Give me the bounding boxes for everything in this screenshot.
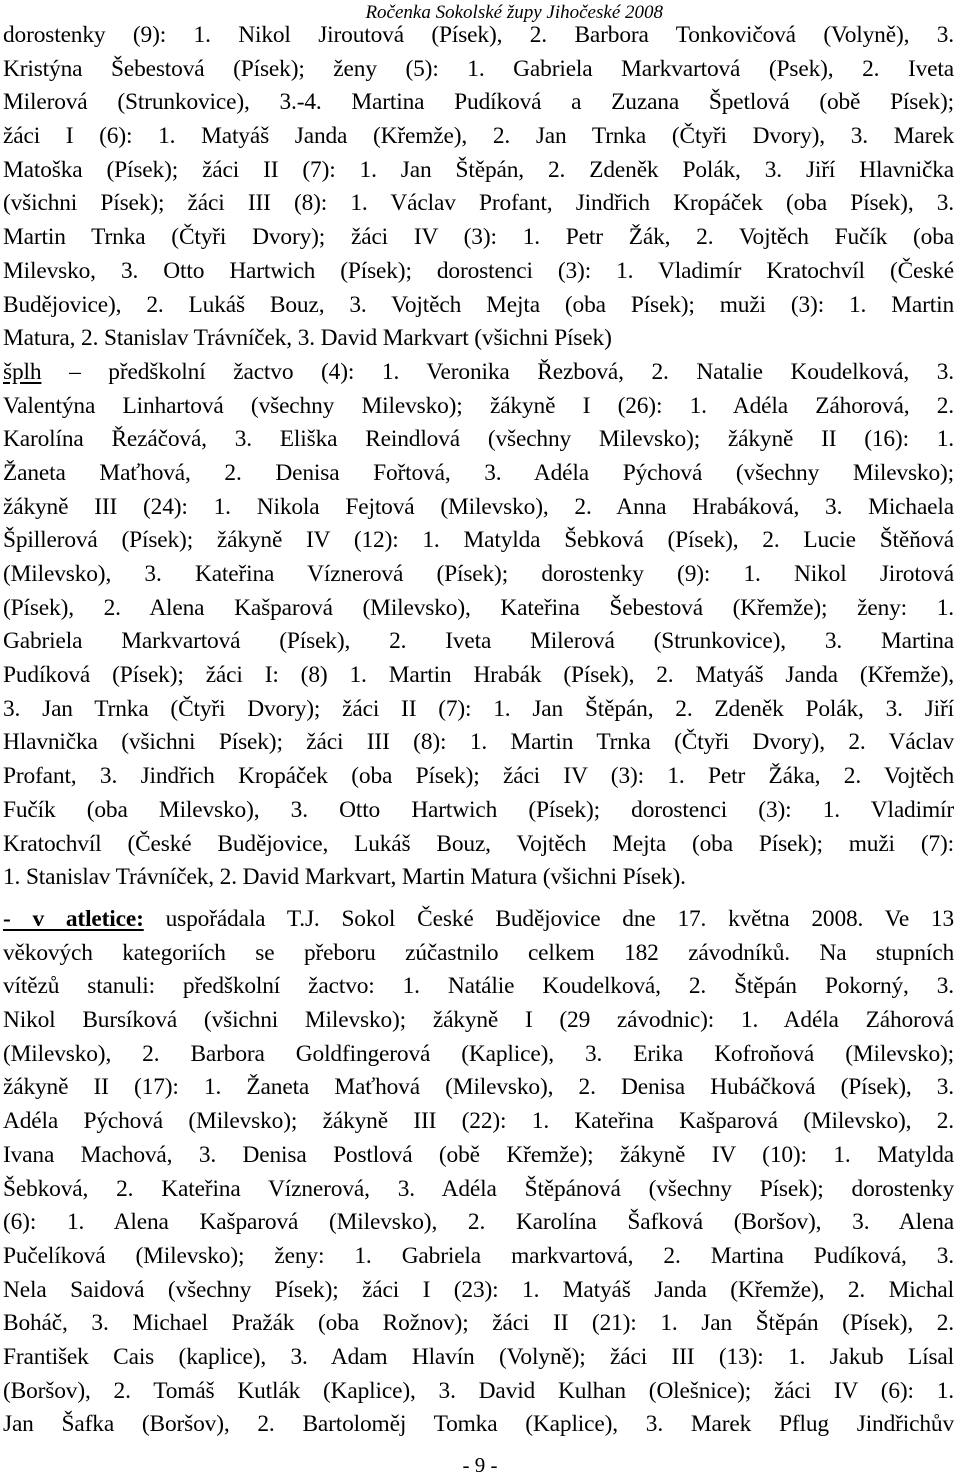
results-text-block — [3, 19, 954, 895]
text-line: (všichni Písek); žáci III (8): 1. Václav Profant, Jindřich Kropáček (oba Písek), 3. — [3, 190, 954, 217]
text-line: Matura, 2. Stanislav Trávníček, 3. David Markvart (všichni Písek) — [3, 325, 612, 352]
text-line: Adéla Pýchová (Milevsko); žákyně III (22): 1. Kateřina Kašparová (Milevsko), 2. — [3, 1108, 954, 1135]
text-line: (6): 1. Alena Kašparová (Milevsko), 2. Karolína Šafková (Boršov), 3. Alena — [3, 1209, 954, 1236]
text-line: Valentýna Linhartová (všechny Milevsko); žákyně I (26): 1. Adéla Záhorová, 2. — [3, 392, 954, 419]
text-line: (Písek), 2. Alena Kašparová (Milevsko), Kateřina Šebestová (Křemže); ženy: 1. — [3, 594, 954, 621]
text-line: František Cais (kaplice), 3. Adam Hlavín (Volyně); žáci III (13): 1. Jakub Lísal — [3, 1343, 954, 1370]
text-line: Martin Trnka (Čtyři Dvory); žáci IV (3): 1. Petr Žák, 2. Vojtěch Fučík (oba — [3, 224, 954, 251]
text-line: žákyně III (24): 1. Nikola Fejtová (Milevsko), 2. Anna Hrabáková, 3. Michaela — [3, 493, 954, 520]
text-line: (Milevsko), 3. Kateřina Víznerová (Písek); dorostenky (9): 1. Nikol Jirotová — [3, 561, 954, 587]
text-line: Žaneta Maťhová, 2. Denisa Fořtová, 3. Adéla Pýchová (všechny Milevsko); — [3, 459, 954, 486]
text-line: Matoška (Písek); žáci II (7): 1. Jan Štěpán, 2. Zdeněk Polák, 3. Jiří Hlavnička — [3, 156, 954, 183]
text-line: (Milevsko), 2. Barbora Goldfingerová (Kaplice), 3. Erika Kofroňová (Milevsko); — [3, 1040, 954, 1067]
text-line: vítězů stanuli: předškolní žactvo: 1. Natálie Koudelková, 2. Štěpán Pokorný, 3. — [3, 973, 954, 1000]
text-line: Jan Šafka (Boršov), 2. Bartoloměj Tomka (Kaplice), 3. Marek Pflug Jindřichův — [3, 1411, 954, 1438]
text-segment: uspořádala T.J. Sokol České Budějovice dne 17. května 2008. Ve 13 — [143, 906, 955, 932]
text-line: Nikol Bursíková (všichni Milevsko); žákyně I (29 závodnic): 1. Adéla Záhorová — [3, 1007, 954, 1034]
text-line: 1. Stanislav Trávníček, 2. David Markvart, Martin Matura (všichni Písek). — [3, 864, 686, 891]
text-line: Kratochvíl (České Budějovice, Lukáš Bouz, Vojtěch Mejta (oba Písek); muži (7): — [3, 830, 954, 857]
text-line: 3. Jan Trnka (Čtyři Dvory); žáci II (7): 1. Jan Štěpán, 2. Zdeněk Polák, 3. Jiří — [3, 695, 954, 722]
text-line: Gabriela Markvartová (Písek), 2. Iveta Milerová (Strunkovice), 3. Martina — [3, 628, 954, 655]
text-line-atletika — [3, 903, 954, 937]
athletics-text-block — [3, 903, 954, 1442]
text-line: Ivana Machová, 3. Denisa Postlová (obě Křemže); žákyně IV (10): 1. Matylda — [3, 1141, 954, 1168]
text-line: Fučík (oba Milevsko), 3. Otto Hartwich (Písek); dorostenci (3): 1. Vladimír — [3, 796, 954, 823]
text-line: (Boršov), 2. Tomáš Kutlák (Kaplice), 3. David Kulhan (Olešnice); žáci IV (6): 1. — [3, 1377, 954, 1404]
text-line: dorostenky (9): 1. Nikol Jiroutová (Písek), 2. Barbora Tonkovičová (Volyně), 3. — [3, 22, 954, 48]
section-heading-splh: šplh — [3, 358, 42, 385]
text-line: věkových kategoriích se přeboru zúčastnilo celkem 182 závodníků. Na stupních — [3, 939, 954, 966]
text-line: Hlavnička (všichni Písek); žáci III (8): 1. Martin Trnka (Čtyři Dvory), 2. Václav — [3, 729, 954, 756]
page-number: - 9 - — [462, 1453, 498, 1477]
text-line: žáci I (6): 1. Matyáš Janda (Křemže), 2. Jan Trnka (Čtyři Dvory), 3. Marek — [3, 123, 954, 150]
text-line: Nela Saidová (všechny Písek); žáci I (23): 1. Matyáš Janda (Křemže), 2. Michal — [3, 1276, 954, 1303]
text-line-splh — [3, 356, 954, 390]
section-heading-atletika: - v atletice: — [3, 906, 144, 932]
text-segment: – předškolní žactvo (4): 1. Veronika Řezbová, 2. Natalie Koudelková, 3. — [41, 358, 954, 385]
text-line: Pudíková (Písek); žáci I: (8) 1. Martin Hrabák (Písek), 2. Matyáš Janda (Křemže), — [3, 662, 954, 689]
text-line: Pučelíková (Milevsko); ženy: 1. Gabriela markvartová, 2. Martina Pudíková, 3. — [3, 1242, 954, 1269]
text-line: Milevsko, 3. Otto Hartwich (Písek); dorostenci (3): 1. Vladimír Kratochvíl (České — [3, 257, 954, 284]
running-header: Ročenka Sokolské župy Jihočeské 2008 — [365, 2, 663, 23]
text-line: Šebková, 2. Kateřina Víznerová, 3. Adéla Štěpánová (všechny Písek); dorostenky — [3, 1175, 954, 1202]
text-line: Milerová (Strunkovice), 3.-4. Martina Pudíková a Zuzana Špetlová (obě Písek); — [3, 89, 954, 116]
text-line: Kristýna Šebestová (Písek); ženy (5): 1. Gabriela Markvartová (Psek), 2. Iveta — [3, 55, 954, 82]
text-line: Karolína Řezáčová, 3. Eliška Reindlová (všechny Milevsko); žákyně II (16): 1. — [3, 426, 954, 453]
text-line: Špillerová (Písek); žákyně IV (12): 1. Matylda Šebková (Písek), 2. Lucie Štěňová — [3, 527, 954, 554]
text-line: Profant, 3. Jindřich Kropáček (oba Písek); žáci IV (3): 1. Petr Žáka, 2. Vojtěch — [3, 763, 954, 790]
text-line: žákyně II (17): 1. Žaneta Maťhová (Milevsko), 2. Denisa Hubáčková (Písek), 3. — [3, 1074, 954, 1101]
text-line: Budějovice), 2. Lukáš Bouz, 3. Vojtěch Mejta (oba Písek); muži (3): 1. Martin — [3, 291, 954, 318]
text-line: Boháč, 3. Michael Pražák (oba Rožnov); žáci II (21): 1. Jan Štěpán (Písek), 2. — [3, 1310, 954, 1337]
